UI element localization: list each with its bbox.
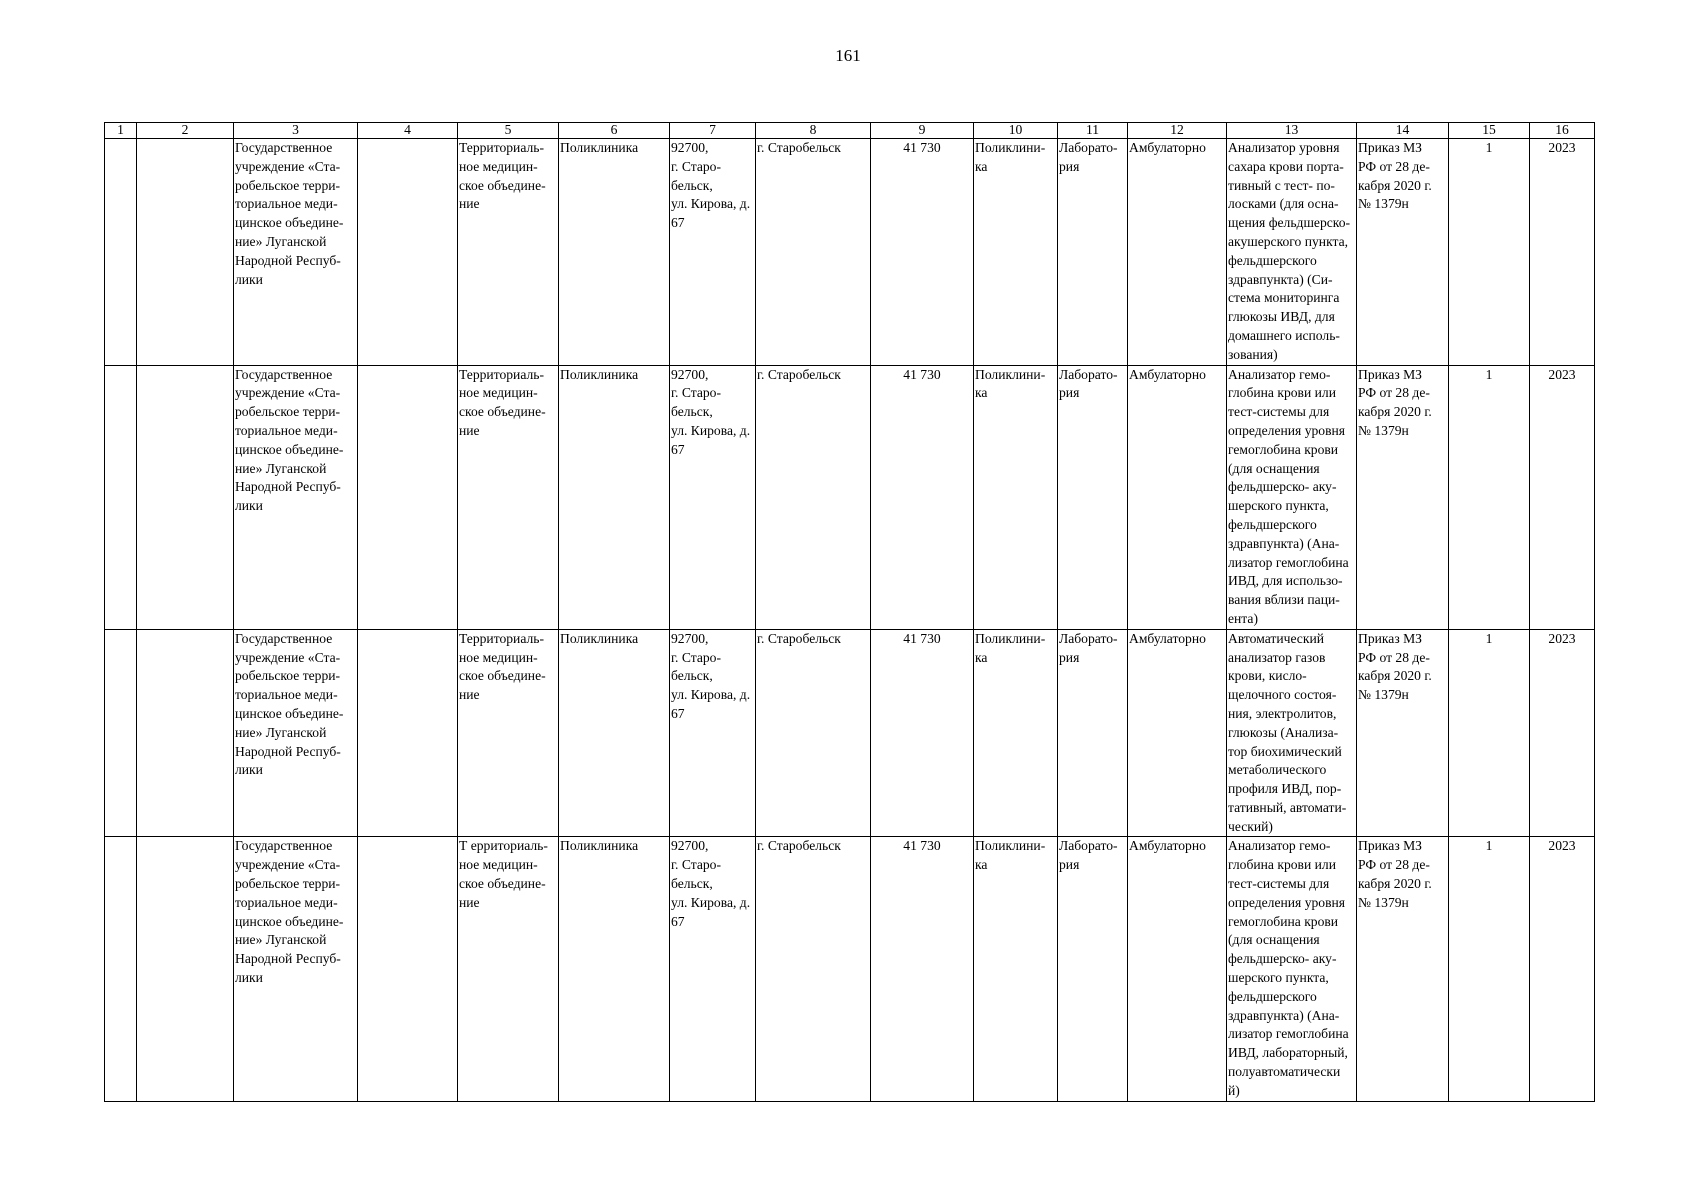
department-cell: Лаборато- рия [1058, 139, 1128, 366]
city-cell: г. Старобельск [756, 629, 871, 837]
column-header: 7 [670, 123, 756, 139]
table-row [105, 139, 1595, 366]
row-number-cell [105, 365, 137, 629]
city-cell: г. Старобельск [756, 139, 871, 366]
year-cell: 2023 [1530, 139, 1595, 366]
city-cell: г. Старобельск [756, 837, 871, 1101]
care-condition-cell: Амбулаторно [1128, 837, 1227, 1101]
order-reference-cell: Приказ МЗ РФ от 28 де- кабря 2020 г. № 1379н [1357, 139, 1449, 366]
year-cell: 2023 [1530, 629, 1595, 837]
empty-cell [358, 139, 458, 366]
row-number-cell [105, 139, 137, 366]
organization-type-cell: Территориаль- ное медицин- ское объедине- ние [458, 365, 559, 629]
column-header: 12 [1128, 123, 1227, 139]
quantity-cell: 1 [1449, 139, 1530, 366]
population-cell: 41 730 [871, 139, 974, 366]
equipment-cell: Анализатор гемо- глобина крови или тест-системы для определения уровня гемоглобина крови (для оснащения фельдшерско- аку- шерского пункта, фельдшерского здравпункта) (Ана- лизатор гемоглобина ИВД, лабораторный, полуавтоматически й) [1227, 837, 1357, 1101]
organization-name-cell: Государственное учреждение «Ста- робельское терри- ториальное меди- цинское объедине- ние» Луганской Народной Респуб- лики [234, 629, 358, 837]
code-cell [137, 139, 234, 366]
address-cell: 92700, г. Старо- бельск, ул. Кирова, д. 67 [670, 629, 756, 837]
unit-cell: Поликлини- ка [974, 629, 1058, 837]
column-header: 8 [756, 123, 871, 139]
empty-cell [358, 365, 458, 629]
care-condition-cell: Амбулаторно [1128, 365, 1227, 629]
code-cell [137, 837, 234, 1101]
empty-cell [358, 837, 458, 1101]
facility-cell: Поликлиника [559, 365, 670, 629]
empty-cell [358, 629, 458, 837]
row-number-cell [105, 629, 137, 837]
department-cell: Лаборато- рия [1058, 365, 1128, 629]
order-reference-cell: Приказ МЗ РФ от 28 де- кабря 2020 г. № 1379н [1357, 837, 1449, 1101]
care-condition-cell: Амбулаторно [1128, 139, 1227, 366]
organization-type-cell: Территориаль- ное медицин- ское объедине- ние [458, 139, 559, 366]
equipment-cell: Анализатор гемо- глобина крови или тест-системы для определения уровня гемоглобина крови (для оснащения фельдшерско- аку- шерского пункта, фельдшерского здравпункта) (Ана- лизатор гемоглобина ИВД, для использо- вания вблизи паци- ента) [1227, 365, 1357, 629]
equipment-cell: Автоматический анализатор газов крови, кисло- щелочного состоя- ния, электролитов, глюкозы (Анализа- тор биохимический метаболического профиля ИВД, пор- тативный, автомати- ческий) [1227, 629, 1357, 837]
facility-cell: Поликлиника [559, 139, 670, 366]
table-row [105, 365, 1595, 629]
facility-cell: Поликлиника [559, 629, 670, 837]
department-cell: Лаборато- рия [1058, 629, 1128, 837]
equipment-registry-table [104, 122, 1595, 1102]
code-cell [137, 629, 234, 837]
column-header: 13 [1227, 123, 1357, 139]
organization-name-cell: Государственное учреждение «Ста- робельское терри- ториальное меди- цинское объедине- ние» Луганской Народной Респуб- лики [234, 139, 358, 366]
order-reference-cell: Приказ МЗ РФ от 28 де- кабря 2020 г. № 1379н [1357, 629, 1449, 837]
column-header: 1 [105, 123, 137, 139]
unit-cell: Поликлини- ка [974, 837, 1058, 1101]
column-header: 6 [559, 123, 670, 139]
table-row [105, 837, 1595, 1101]
address-cell: 92700, г. Старо- бельск, ул. Кирова, д. 67 [670, 837, 756, 1101]
care-condition-cell: Амбулаторно [1128, 629, 1227, 837]
column-header: 3 [234, 123, 358, 139]
address-cell: 92700, г. Старо- бельск, ул. Кирова, д. 67 [670, 139, 756, 366]
equipment-cell: Анализатор уровня сахара крови порта- тивный с тест- по- лосками (для осна- щения фельдшерско- акушерского пункта, фельдшерского здравпункта) (Си- стема мониторинга глюкозы ИВД, для домашнего исполь- зования) [1227, 139, 1357, 366]
quantity-cell: 1 [1449, 365, 1530, 629]
organization-name-cell: Государственное учреждение «Ста- робельское терри- ториальное меди- цинское объедине- ние» Луганской Народной Респуб- лики [234, 837, 358, 1101]
column-header: 5 [458, 123, 559, 139]
column-header: 2 [137, 123, 234, 139]
department-cell: Лаборато- рия [1058, 837, 1128, 1101]
column-number-header-row [105, 123, 1595, 139]
year-cell: 2023 [1530, 837, 1595, 1101]
year-cell: 2023 [1530, 365, 1595, 629]
city-cell: г. Старобельск [756, 365, 871, 629]
facility-cell: Поликлиника [559, 837, 670, 1101]
code-cell [137, 365, 234, 629]
organization-name-cell: Государственное учреждение «Ста- робельское терри- ториальное меди- цинское объедине- ние» Луганской Народной Респуб- лики [234, 365, 358, 629]
unit-cell: Поликлини- ка [974, 139, 1058, 366]
quantity-cell: 1 [1449, 837, 1530, 1101]
column-header: 16 [1530, 123, 1595, 139]
address-cell: 92700, г. Старо- бельск, ул. Кирова, д. 67 [670, 365, 756, 629]
row-number-cell [105, 837, 137, 1101]
column-header: 14 [1357, 123, 1449, 139]
quantity-cell: 1 [1449, 629, 1530, 837]
column-header: 9 [871, 123, 974, 139]
page-number: 161 [835, 46, 861, 65]
unit-cell: Поликлини- ка [974, 365, 1058, 629]
column-header: 11 [1058, 123, 1128, 139]
population-cell: 41 730 [871, 629, 974, 837]
organization-type-cell: Т ерриториаль- ное медицин- ское объедине- ние [458, 837, 559, 1101]
population-cell: 41 730 [871, 365, 974, 629]
column-header: 10 [974, 123, 1058, 139]
population-cell: 41 730 [871, 837, 974, 1101]
table-row [105, 629, 1595, 837]
column-header: 4 [358, 123, 458, 139]
organization-type-cell: Территориаль- ное медицин- ское объедине- ние [458, 629, 559, 837]
column-header: 15 [1449, 123, 1530, 139]
order-reference-cell: Приказ МЗ РФ от 28 де- кабря 2020 г. № 1379н [1357, 365, 1449, 629]
